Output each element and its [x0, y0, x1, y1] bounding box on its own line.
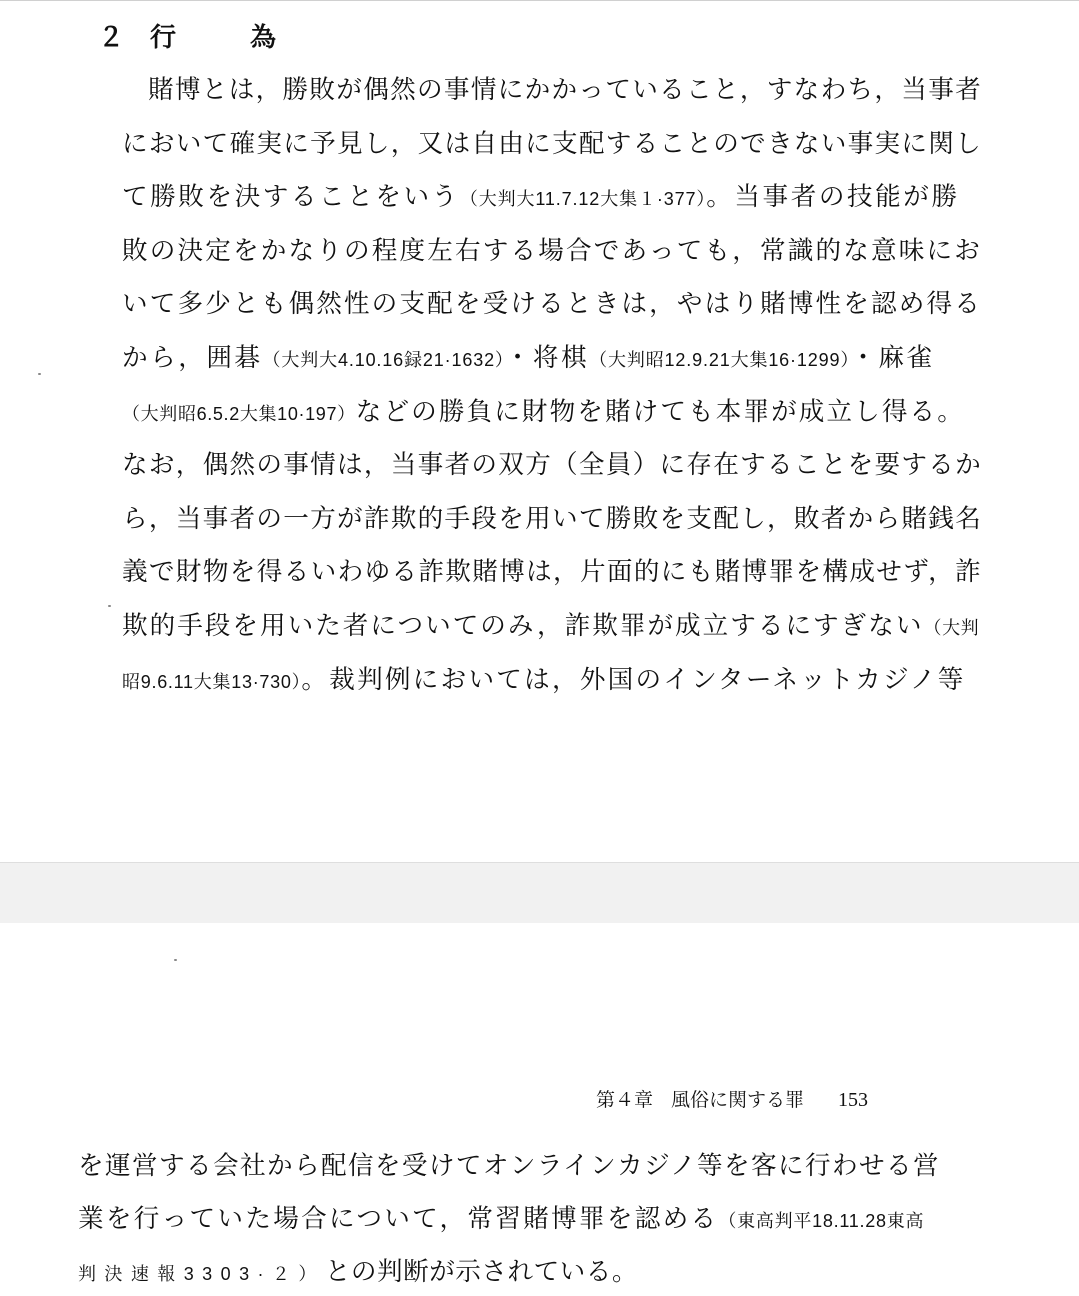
text-run: から，囲碁: [122, 343, 263, 373]
text-run: 業を行っていた場合について，常習賭博罪を認める: [78, 1204, 719, 1234]
text-run: 。裁判例においては，外国のインターネットカジノ等: [301, 664, 966, 695]
text-run: などの勝負に財物を賭けても本罪が成立し得る。: [355, 396, 965, 427]
citation: （大判: [923, 618, 980, 638]
text-line: [78, 1148, 940, 1184]
text-line: [122, 394, 965, 432]
text-line: [78, 1254, 638, 1292]
text-run: ・将棋: [504, 343, 590, 373]
text-run: を運営する会社から配信を受けてオンラインカジノ等を客に行わせる営: [78, 1151, 940, 1181]
chapter-title: 風俗に関する罪: [671, 1089, 805, 1111]
text-line: [122, 662, 966, 700]
scan-speck: [108, 605, 111, 607]
text-run: 。当事者の技能が勝: [706, 182, 960, 213]
chapter-label: 第４章: [596, 1089, 654, 1111]
text-run: において確実に予見し，又は自由に支配することのできない事実に関し: [122, 128, 982, 159]
text-line: [122, 233, 982, 269]
text-line: [122, 608, 979, 646]
section-heading: [98, 21, 276, 55]
text-run: ら，当事者の一方が詐欺的手段を用いて勝敗を支配し，敗者から賭銭名: [122, 503, 982, 534]
scan-speck: [38, 373, 41, 375]
text-line: [78, 1201, 924, 1239]
text-run: ・麻雀: [850, 343, 935, 373]
citation: （大判昭12.9.21大集16·1299）: [589, 350, 851, 370]
text-run: て勝敗を決することをいう: [122, 182, 460, 213]
text-line: [122, 447, 982, 483]
text-run: との判断が示されている。: [324, 1257, 638, 1287]
citation: （東高判平18.11.28東高: [718, 1211, 925, 1231]
text-line: [122, 340, 935, 378]
text-line: [122, 179, 960, 217]
text-line: [122, 554, 982, 590]
citation: 昭9.6.11大集13·730）: [122, 671, 302, 692]
citation: （大判大11.7.12大集１·377）: [459, 189, 707, 210]
text-run: 欺的手段を用いた者についてのみ，詐欺罪が成立するにすぎない: [122, 611, 924, 641]
book-page-bottom: [0, 923, 1079, 1296]
text-line: [122, 286, 982, 322]
citation: 判決速報3303·２）: [78, 1264, 325, 1284]
text-run: なお，偶然の事情は，当事者の双方（全員）に存在することを要するか: [122, 450, 982, 481]
section-number: ２: [98, 23, 125, 53]
text-run: 賭博とは，勝敗が偶然の事情にかかっていること，すなわち，当事者: [148, 75, 982, 105]
section-title-char-1: 行: [150, 23, 177, 53]
section-title-char-2: 為: [250, 23, 277, 53]
citation: （大判大4.10.16録21·1632）: [262, 350, 505, 370]
text-run: 敗の決定をかなりの程度左右する場合であっても，常識的な意味にお: [122, 235, 982, 266]
running-header: [596, 1086, 868, 1114]
citation: （大判昭6.5.2大集10·197）: [122, 403, 356, 424]
text-line: [122, 126, 982, 162]
page-number: 153: [838, 1089, 869, 1111]
text-run: 義で財物を得るいわゆる詐欺賭博は，片面的にも賭博罪を構成せず，詐: [122, 557, 982, 588]
text-line: [122, 501, 982, 537]
text-run: いて多少とも偶然性の支配を受けるときは，やはり賭博性を認め得る: [122, 289, 982, 320]
text-line: [148, 72, 982, 108]
page-separator: [0, 862, 1079, 924]
scan-speck: [174, 959, 177, 961]
